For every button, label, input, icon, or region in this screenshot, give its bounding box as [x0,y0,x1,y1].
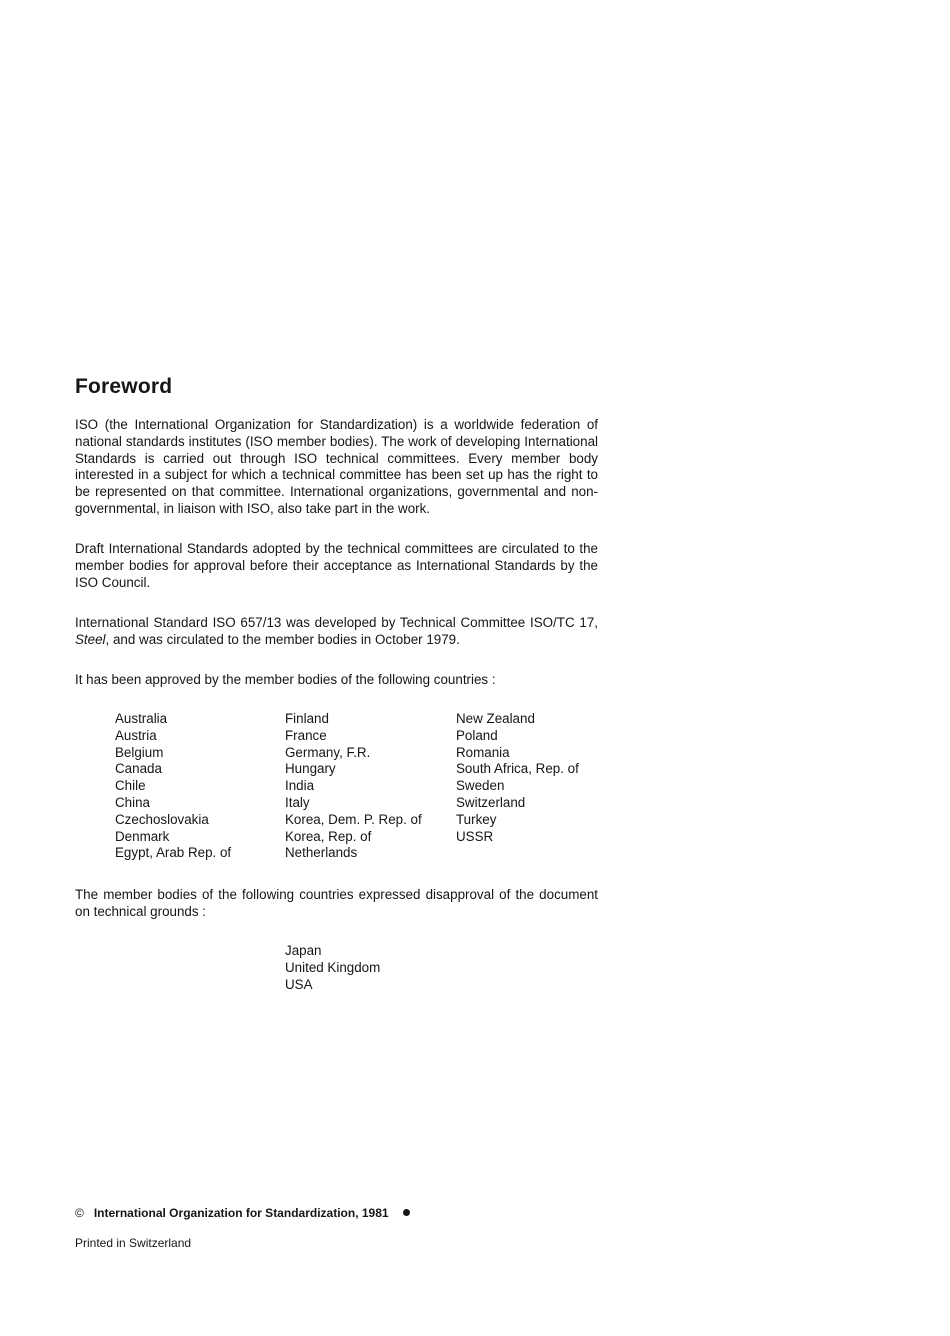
country-item: Austria [115,727,157,743]
intro-paragraph: ISO (the International Organization for Standardization) is a worldwide federation of national standards institutes (ISO member bodies). The work of developing International Standards is carried out through ISO technical committees. Every member body interested in a subject for which a technical committee has been set up has the right to be represented on that committee. International organizations, governmental and non-governmental, in liaison with ISO, also take part in the work. [75,417,598,516]
countries-column-3 [456,711,579,845]
country-item: Italy [285,794,310,810]
development-text-end: , and was circulated to the member bodies in October 1979. [105,631,460,647]
disapproving-countries-list [285,943,380,993]
country-item: United Kingdom [285,959,381,975]
country-item: Switzerland [456,794,526,810]
country-item: Romania [456,744,510,760]
country-item: Korea, Dem. P. Rep. of [285,811,422,827]
country-item: Korea, Rep. of [285,828,372,844]
country-item: Netherlands [285,845,358,861]
approval-intro: It has been approved by the member bodies of the following countries : [75,672,496,687]
country-item: South Africa, Rep. of [456,761,579,777]
page-title: Foreword [75,375,173,398]
copyright-text: International Organization for Standardization, 1981 [93,1206,389,1220]
country-item: Sweden [456,778,505,794]
country-item: Finland [285,711,329,726]
country-item: Czechoslovakia [115,811,209,827]
country-item: USA [285,976,313,992]
development-text-start: International Standard ISO 657/13 was developed by Technical Committee ISO/TC 17, [75,615,598,630]
country-item: Turkey [456,811,497,827]
country-item: Poland [456,727,498,743]
country-item: Denmark [115,828,170,844]
copyright-symbol: © [75,1206,84,1220]
country-item: Belgium [115,744,164,760]
country-item: China [115,794,150,810]
countries-column-1 [115,711,231,862]
country-item: Australia [115,711,168,726]
draft-standards-paragraph: Draft International Standards adopted by the technical committees are circulated to the member bodies for approval before their acceptance as International Standards by the ISO Council. [75,541,598,590]
copyright-line [75,1205,410,1221]
country-item: India [285,778,315,794]
bullet-icon [403,1209,410,1216]
development-paragraph [75,615,598,649]
disapproval-intro: The member bodies of the following countries expressed disapproval of the document on technical grounds : [75,887,598,919]
country-item: Japan [285,943,322,958]
committee-name: Steel [75,631,106,647]
country-item: Hungary [285,761,336,777]
printed-in-note: Printed in Switzerland [75,1236,192,1250]
country-item: Canada [115,761,162,777]
country-item: USSR [456,828,494,844]
country-item: New Zealand [456,711,535,726]
country-item: France [285,727,327,743]
countries-column-2 [285,711,422,862]
country-item: Egypt, Arab Rep. of [115,845,232,861]
country-item: Germany, F.R. [285,744,371,760]
country-item: Chile [115,778,146,794]
